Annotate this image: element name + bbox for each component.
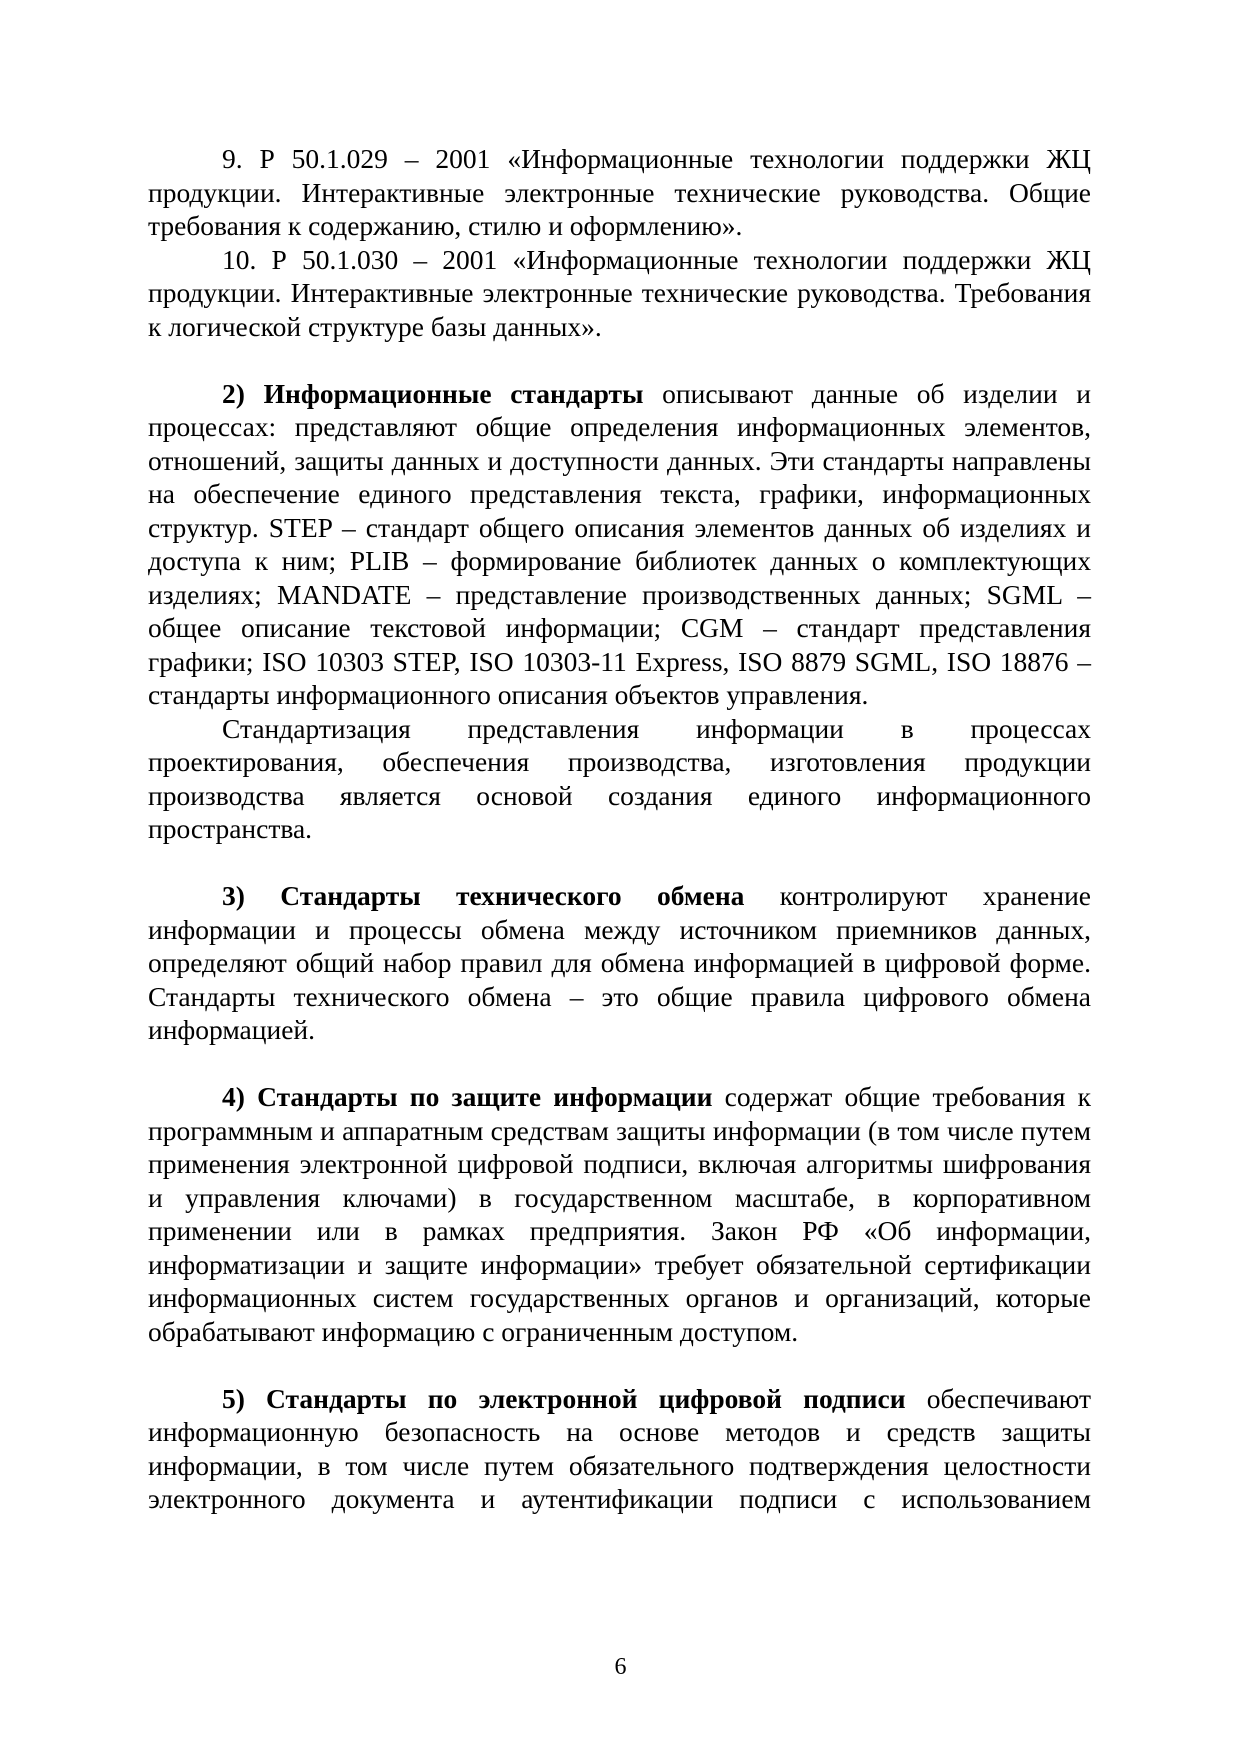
section-heading: 5) Стандарты по электронной цифровой подписи [222,1382,906,1414]
paragraph-text: 9. Р 50.1.029 – 2001 «Информационные технологии поддержки ЖЦ продукции. Интерактивные электронные технические руководства. Общие требования к содержанию, стилю и оформлению». [148,143,1091,241]
document-page [148,142,1091,1516]
paragraph-text: контролируют хранение информации и процессы обмена между источником приемников данных, определяют общий набор правил для обмена информацией в цифровой форме. Стандарты технического обмена – это общие правила цифрового обмена информацией. [148,880,1091,1045]
paragraph-standardization [148,712,1091,846]
page-number: 6 [614,1654,627,1680]
paragraph-text: Стандартизация представления информации в процессах проектирования, обеспечения производства, изготовления продукции производства является основой создания единого информационного пространства. [148,712,1091,844]
paragraph-signature-standards [148,1382,1091,1516]
section-heading: 3) Стандарты технического обмена [222,880,745,911]
paragraph-protection-standards [148,1080,1091,1348]
paragraph-exchange-standards [148,879,1091,1047]
paragraph-information-standards [148,377,1091,712]
section-heading: 4) Стандарты по защите информации [222,1081,713,1112]
paragraph-item-9 [148,142,1091,243]
section-heading: 2) Информационные стандарты [222,377,644,409]
paragraph-text: описывают данные об изделии и процессах: представляют общие определения информационных элементов, отношений, защиты данных и доступности данных. Эти стандарты направлены на обеспечение единого представления текста, графики, информационных структур. STEP – стандарт общего описания элементов данных об изделиях и доступа к ним; PLIB – формирование библиотек данных о комплектующих изделиях; MANDATE – представление производственных данных; SGML – общее описание текстовой информации; CGM – стандарт представления графики; ISO 10303 STEP, ISO 10303-11 Express, ISO 8879 SGML, ISO 18876 – стандарты информационного описания объектов управления. [148,377,1091,710]
paragraph-text: обеспечивают информационную безопасность на основе методов и средств защиты информации, в том числе путем обязательного подтверждения целостности электронного документа и аутентификации подписи с использованием [148,1382,1091,1514]
paragraph-text: 10. Р 50.1.030 – 2001 «Информационные технологии поддержки ЖЦ продукции. Интерактивные электронные технические руководства. Требования к логической структуре базы данных». [148,243,1091,342]
paragraph-item-10 [148,243,1091,344]
paragraph-text: содержат общие требования к программным и аппаратным средствам защиты информации (в том числе путем применения электронной цифровой подписи, включая алгоритмы шифрования и управления ключами) в государственном масштабе, в корпоративном применении или в рамках предприятия. Закон РФ «Об информации, информатизации и защите информации» требует обязательной сертификации информационных систем государственных органов и организаций, которые обрабатывают информацию с ограниченным доступом. [148,1081,1091,1347]
